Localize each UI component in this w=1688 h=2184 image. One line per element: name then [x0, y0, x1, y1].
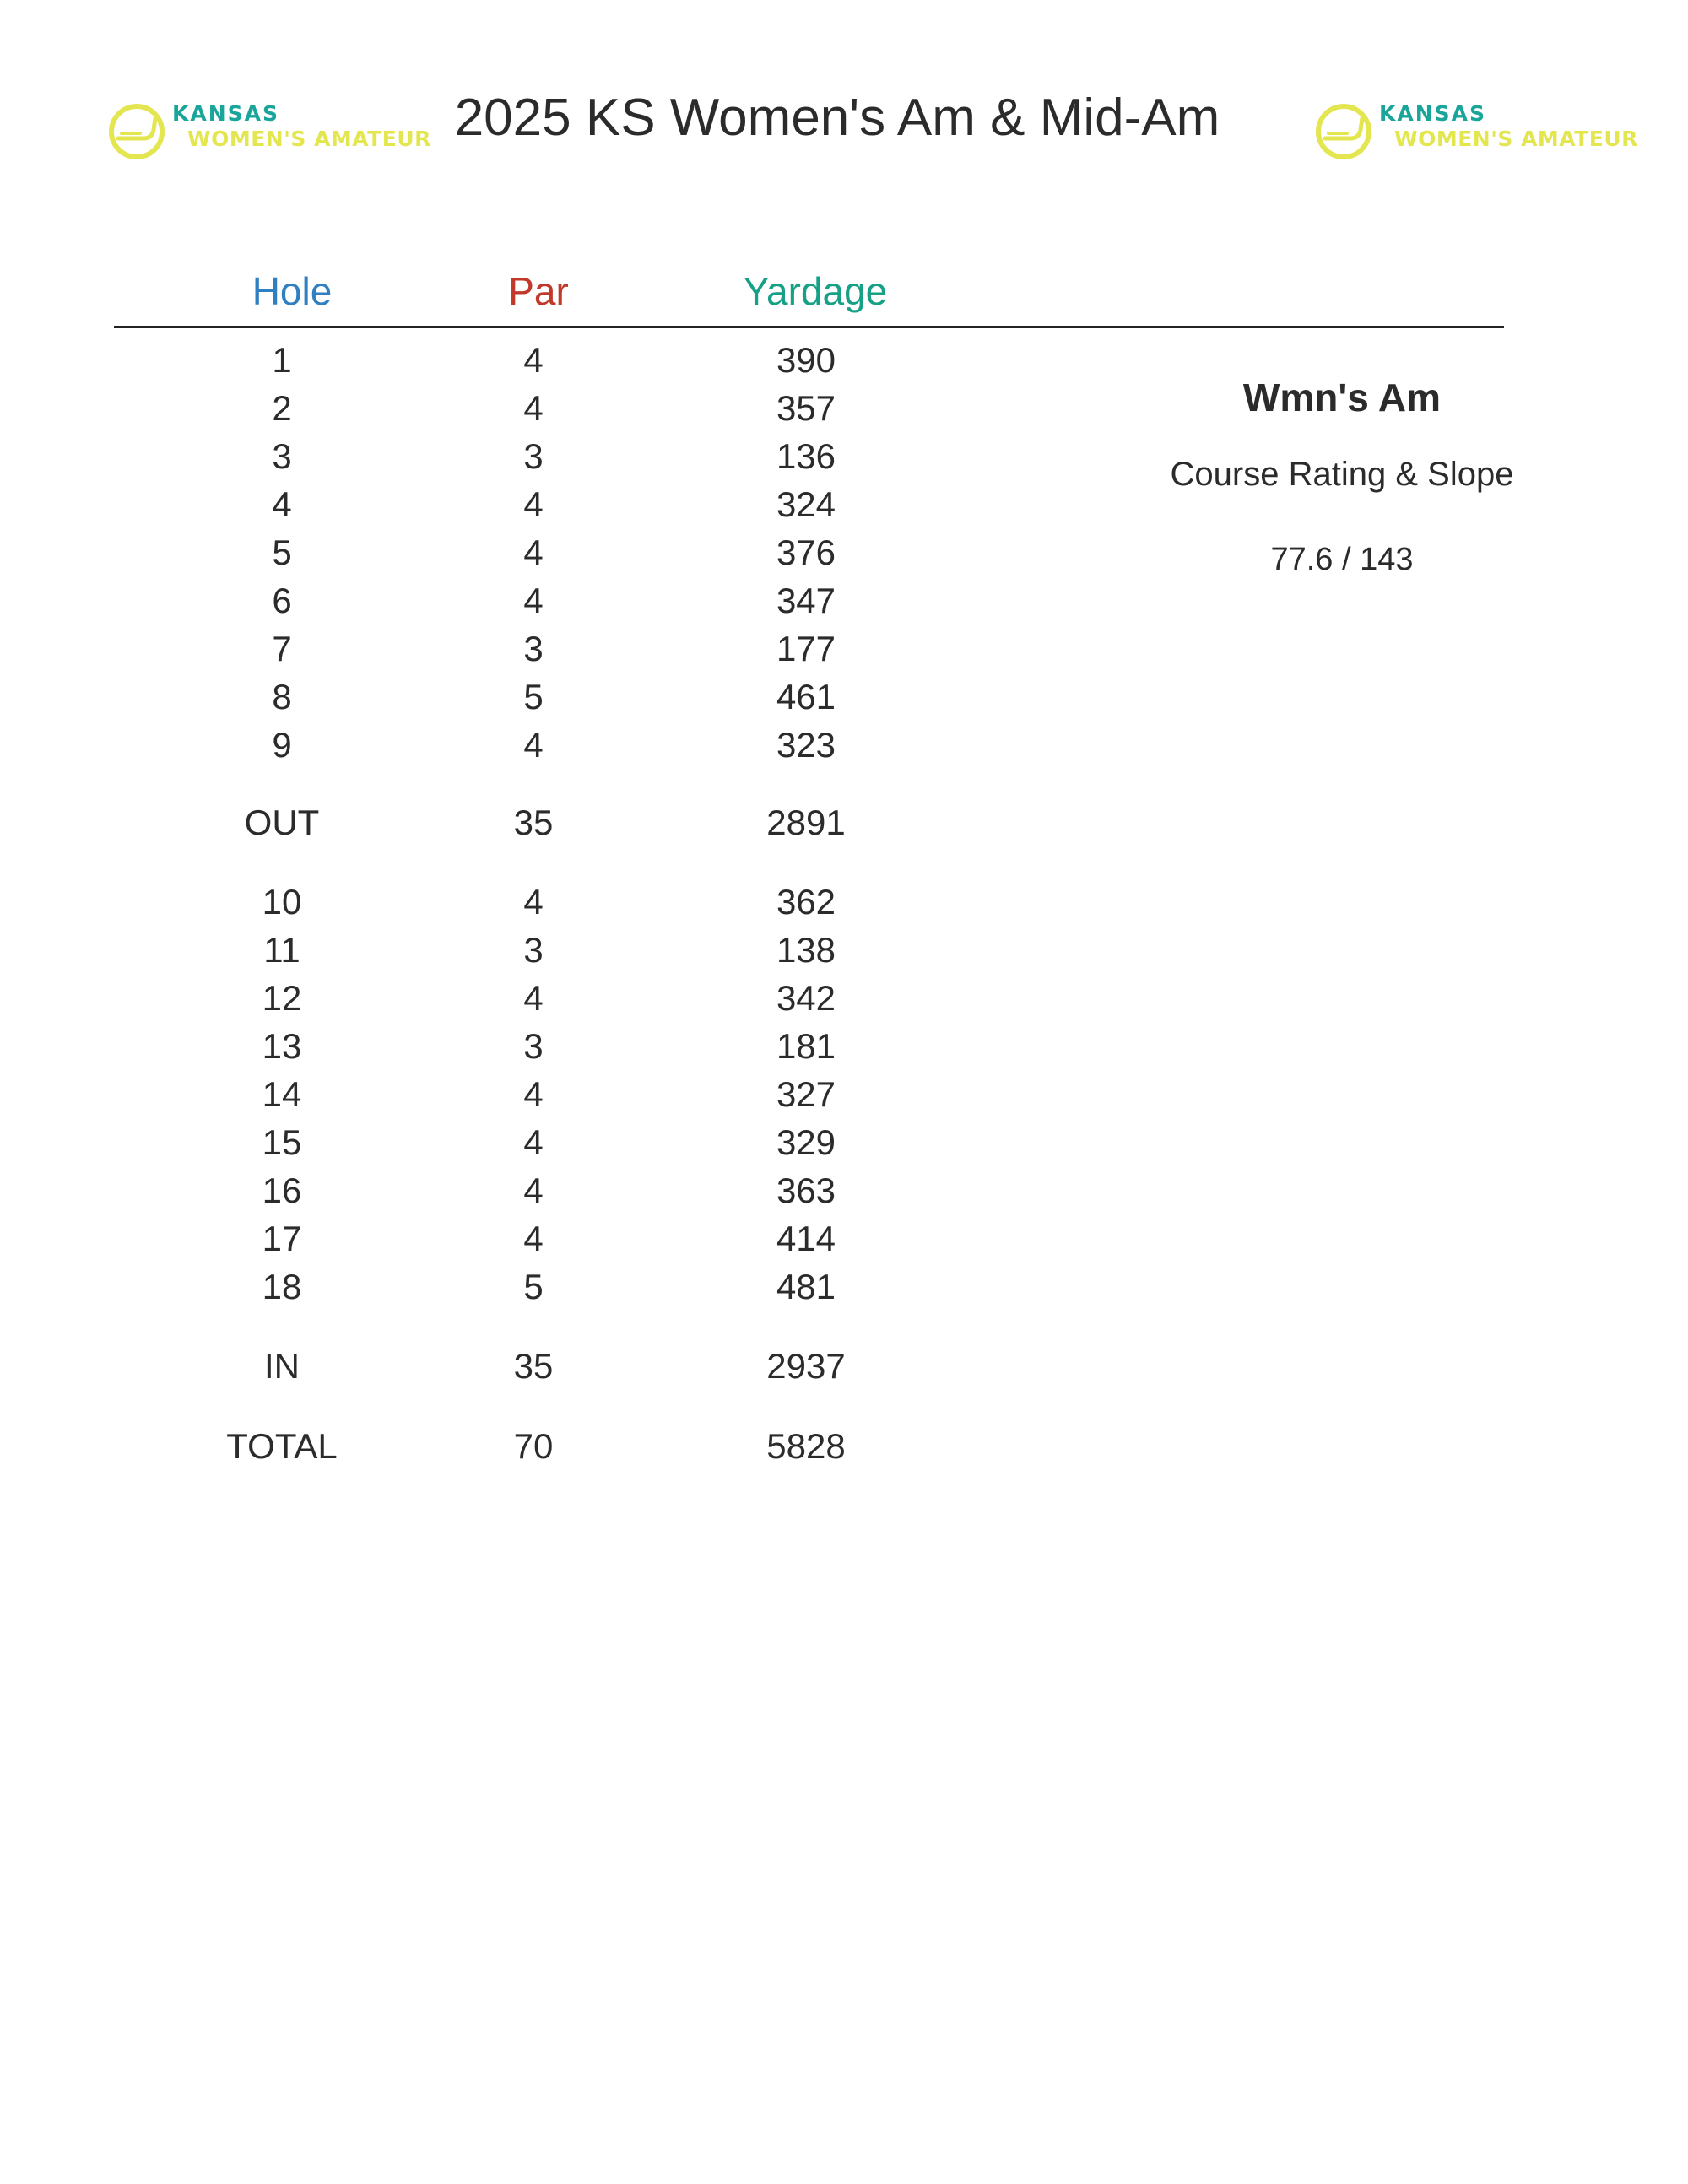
yardage-cell: 329	[776, 1122, 836, 1162]
hole-cell: 4	[272, 484, 292, 524]
rating-subtitle: Course Rating & Slope	[1170, 456, 1514, 493]
yardage-cell: 414	[776, 1219, 836, 1258]
hole-cell: 15	[262, 1122, 302, 1162]
hole-cell: 10	[262, 882, 302, 922]
hole-cell: IN	[264, 1346, 300, 1386]
par-cell: 4	[523, 581, 544, 620]
yardage-cell: 390	[776, 340, 836, 380]
yardage-cell: 363	[776, 1170, 836, 1210]
par-cell: 3	[523, 1026, 544, 1066]
yardage-cell: 327	[776, 1074, 836, 1114]
par-cell: 4	[523, 1219, 544, 1258]
header-par: Par	[508, 269, 569, 313]
hole-cell: 17	[262, 1219, 302, 1258]
hole-cell: 1	[272, 340, 292, 380]
logo-line1: KANSAS	[172, 101, 280, 126]
par-cell: 3	[523, 629, 544, 668]
hole-cell: 7	[272, 629, 292, 668]
hole-cell: TOTAL	[226, 1426, 338, 1466]
yardage-cell: 136	[776, 436, 836, 476]
yardage-cell: 362	[776, 882, 836, 922]
par-cell: 5	[523, 677, 544, 716]
header-divider	[114, 326, 1504, 328]
yardage-cell: 357	[776, 388, 836, 428]
yardage-cell: 181	[776, 1026, 836, 1066]
yardage-cell: 461	[776, 677, 836, 716]
par-cell: 3	[523, 436, 544, 476]
hole-cell: 18	[262, 1267, 302, 1306]
logo-right	[1313, 95, 1638, 170]
yardage-cell: 177	[776, 629, 836, 668]
yardage-cell: 481	[776, 1267, 836, 1306]
hole-cell: 3	[272, 436, 292, 476]
par-cell: 4	[523, 1170, 544, 1210]
par-cell: 5	[523, 1267, 544, 1306]
yardage-cell: 5828	[766, 1426, 846, 1466]
hole-cell: 6	[272, 581, 292, 620]
yardage-cell: 376	[776, 532, 836, 572]
hole-cell: 16	[262, 1170, 302, 1210]
hole-cell: 11	[263, 930, 300, 970]
header-hole: Hole	[252, 269, 333, 313]
par-cell: 4	[523, 978, 544, 1018]
yardage-cell: 323	[776, 725, 836, 765]
par-cell: 4	[523, 340, 544, 380]
par-cell: 4	[523, 388, 544, 428]
yardage-cell: 2937	[766, 1346, 846, 1386]
logo-line2: WOMEN'S AMATEUR	[1394, 127, 1638, 151]
hole-cell: 12	[262, 978, 302, 1018]
yardage-cell: 347	[776, 581, 836, 620]
hole-cell: 13	[262, 1026, 302, 1066]
rating-title: Wmn's Am	[1242, 376, 1442, 419]
par-cell: 4	[523, 882, 544, 922]
hole-cell: 14	[262, 1074, 302, 1114]
rating-value: 77.6 / 143	[1270, 542, 1414, 577]
par-cell: 4	[523, 1074, 544, 1114]
par-cell: 35	[513, 1346, 554, 1386]
yardage-cell: 342	[776, 978, 836, 1018]
par-cell: 4	[523, 1122, 544, 1162]
yardage-cell: 324	[776, 484, 836, 524]
par-cell: 70	[513, 1426, 554, 1466]
par-cell: 35	[513, 803, 554, 842]
par-cell: 4	[523, 725, 544, 765]
hole-cell: OUT	[244, 803, 320, 842]
par-cell: 4	[523, 484, 544, 524]
logo-line1: KANSAS	[1379, 101, 1487, 126]
hole-cell: 5	[272, 532, 292, 572]
hole-cell: 9	[272, 725, 292, 765]
hole-cell: 8	[272, 677, 292, 716]
par-cell: 3	[523, 930, 544, 970]
par-cell: 4	[523, 532, 544, 572]
hole-cell: 2	[272, 388, 292, 428]
yardage-cell: 2891	[766, 803, 846, 842]
page-title: 2025 KS Women's Am & Mid-Am	[454, 89, 1220, 147]
golf-club-circle-icon	[1313, 101, 1374, 162]
logo-line2: WOMEN'S AMATEUR	[187, 127, 431, 151]
yardage-cell: 138	[776, 930, 836, 970]
header-yardage: Yardage	[743, 269, 888, 313]
